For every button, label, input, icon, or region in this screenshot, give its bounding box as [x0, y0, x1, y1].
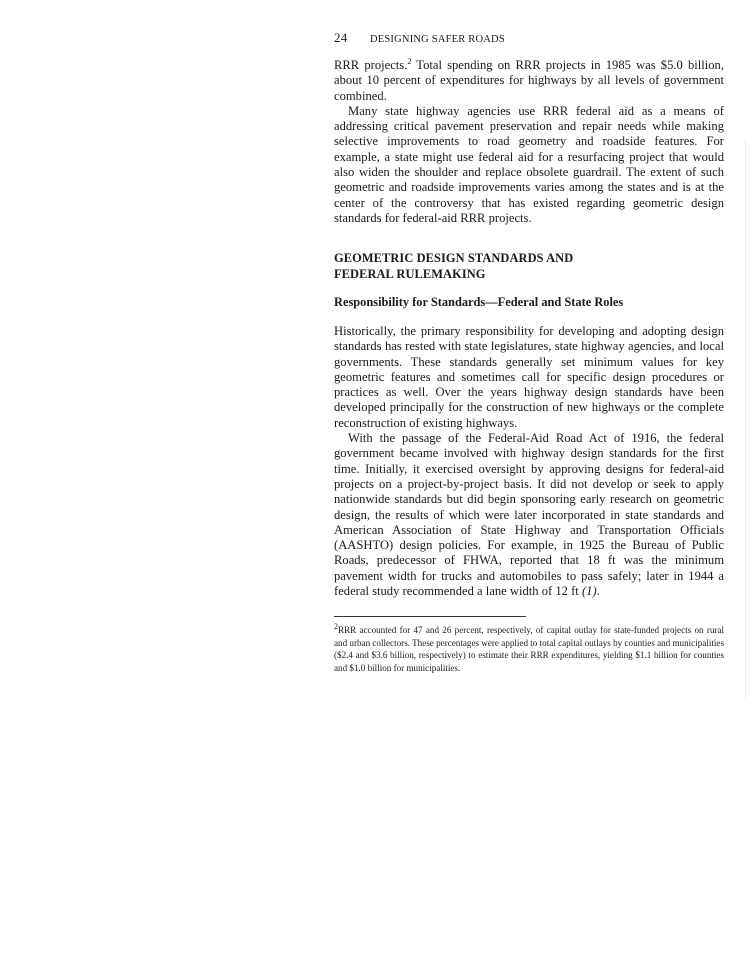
- footnote-divider: [334, 616, 526, 617]
- section-paragraph-1: Historically, the primary responsibility for developing and adopting design standards has rested with state legislatures, state highway agencies, and local governments. These standards generally set minimum values for key geometric features and sometimes call for specific design procedures or practices as well. Over the years highway design standards have been developed principally for the construction of new highways or the complete reconstruction of existing highways.: [334, 324, 724, 430]
- intro-p1-continued: Total spending on RRR projects in 1985 was $5.0 billion, about 10 percent of expenditures for highways by all levels of government combined.: [334, 58, 724, 103]
- citation: (1): [581, 584, 597, 599]
- page-number: 24: [334, 30, 348, 45]
- running-title: DESIGNING SAFER ROADS: [370, 34, 505, 45]
- section-heading-line-1: GEOMETRIC DESIGN STANDARDS AND: [334, 251, 574, 265]
- section-p2-text: With the passage of the Federal-Aid Road Act of 1916, the federal government became involved with highway design standards for the first time. Initially, it exercised oversight by approving designs for federal-aid projects on a project-by-project basis. It did not develop or seek to apply nationwide standards but did begin sponsoring early research on geometric design, the results of which were later incorporated in state standards and American Association of State Highway and Transportation Officials (AASHTO) design policies. For example, in 1925 the Bureau of Public Roads, predecessor of FHWA, reported that 18 ft was the minimum pavement width for trucks and automobiles to pass safely; later in 1944 a federal study recommended a lane width of 12 ft: [334, 431, 724, 599]
- footnote-marker: 2: [334, 621, 338, 631]
- intro-text: [334, 58, 724, 226]
- section-paragraph-2: [334, 431, 724, 599]
- section-heading: [334, 251, 573, 282]
- subsection-heading: Responsibility for Standards—Federal and State Roles: [334, 295, 624, 309]
- section-p2-end: .: [596, 584, 600, 599]
- scan-edge-artifact: [743, 140, 746, 700]
- running-head: [334, 30, 505, 46]
- intro-paragraph-2: Many state highway agencies use RRR federal aid as a means of addressing critical pavement preservation and repair needs while making selective improvements to road geometry and roadside features. For example, a state might use federal aid for a resurfacing project that would also widen the shoulder and replace obsolete guardrail. The extent of such geometric and roadside improvements varies among the states and is at the center of the controversy that has existed regarding geometric design standards for federal-aid RRR projects.: [334, 103, 724, 225]
- section-text: [334, 324, 724, 599]
- footnote: [334, 621, 724, 674]
- section-heading-line-2: FEDERAL RULEMAKING: [334, 266, 486, 281]
- intro-p1-text: RRR projects.: [334, 58, 408, 72]
- footnote-text: RRR accounted for 47 and 26 percent, respectively, of capital outlay for state-funded projects on rural and urban collectors. These percentages were applied to total capital outlays by counties and municipalities ($2.4 and $3.6 billion, respectively) to estimate their RRR expenditures, yielding $1.1 billion for counties and $1.0 billion for municipalities.: [334, 625, 724, 673]
- footnote-reference: 2: [407, 56, 412, 66]
- intro-paragraph-1: [334, 58, 724, 104]
